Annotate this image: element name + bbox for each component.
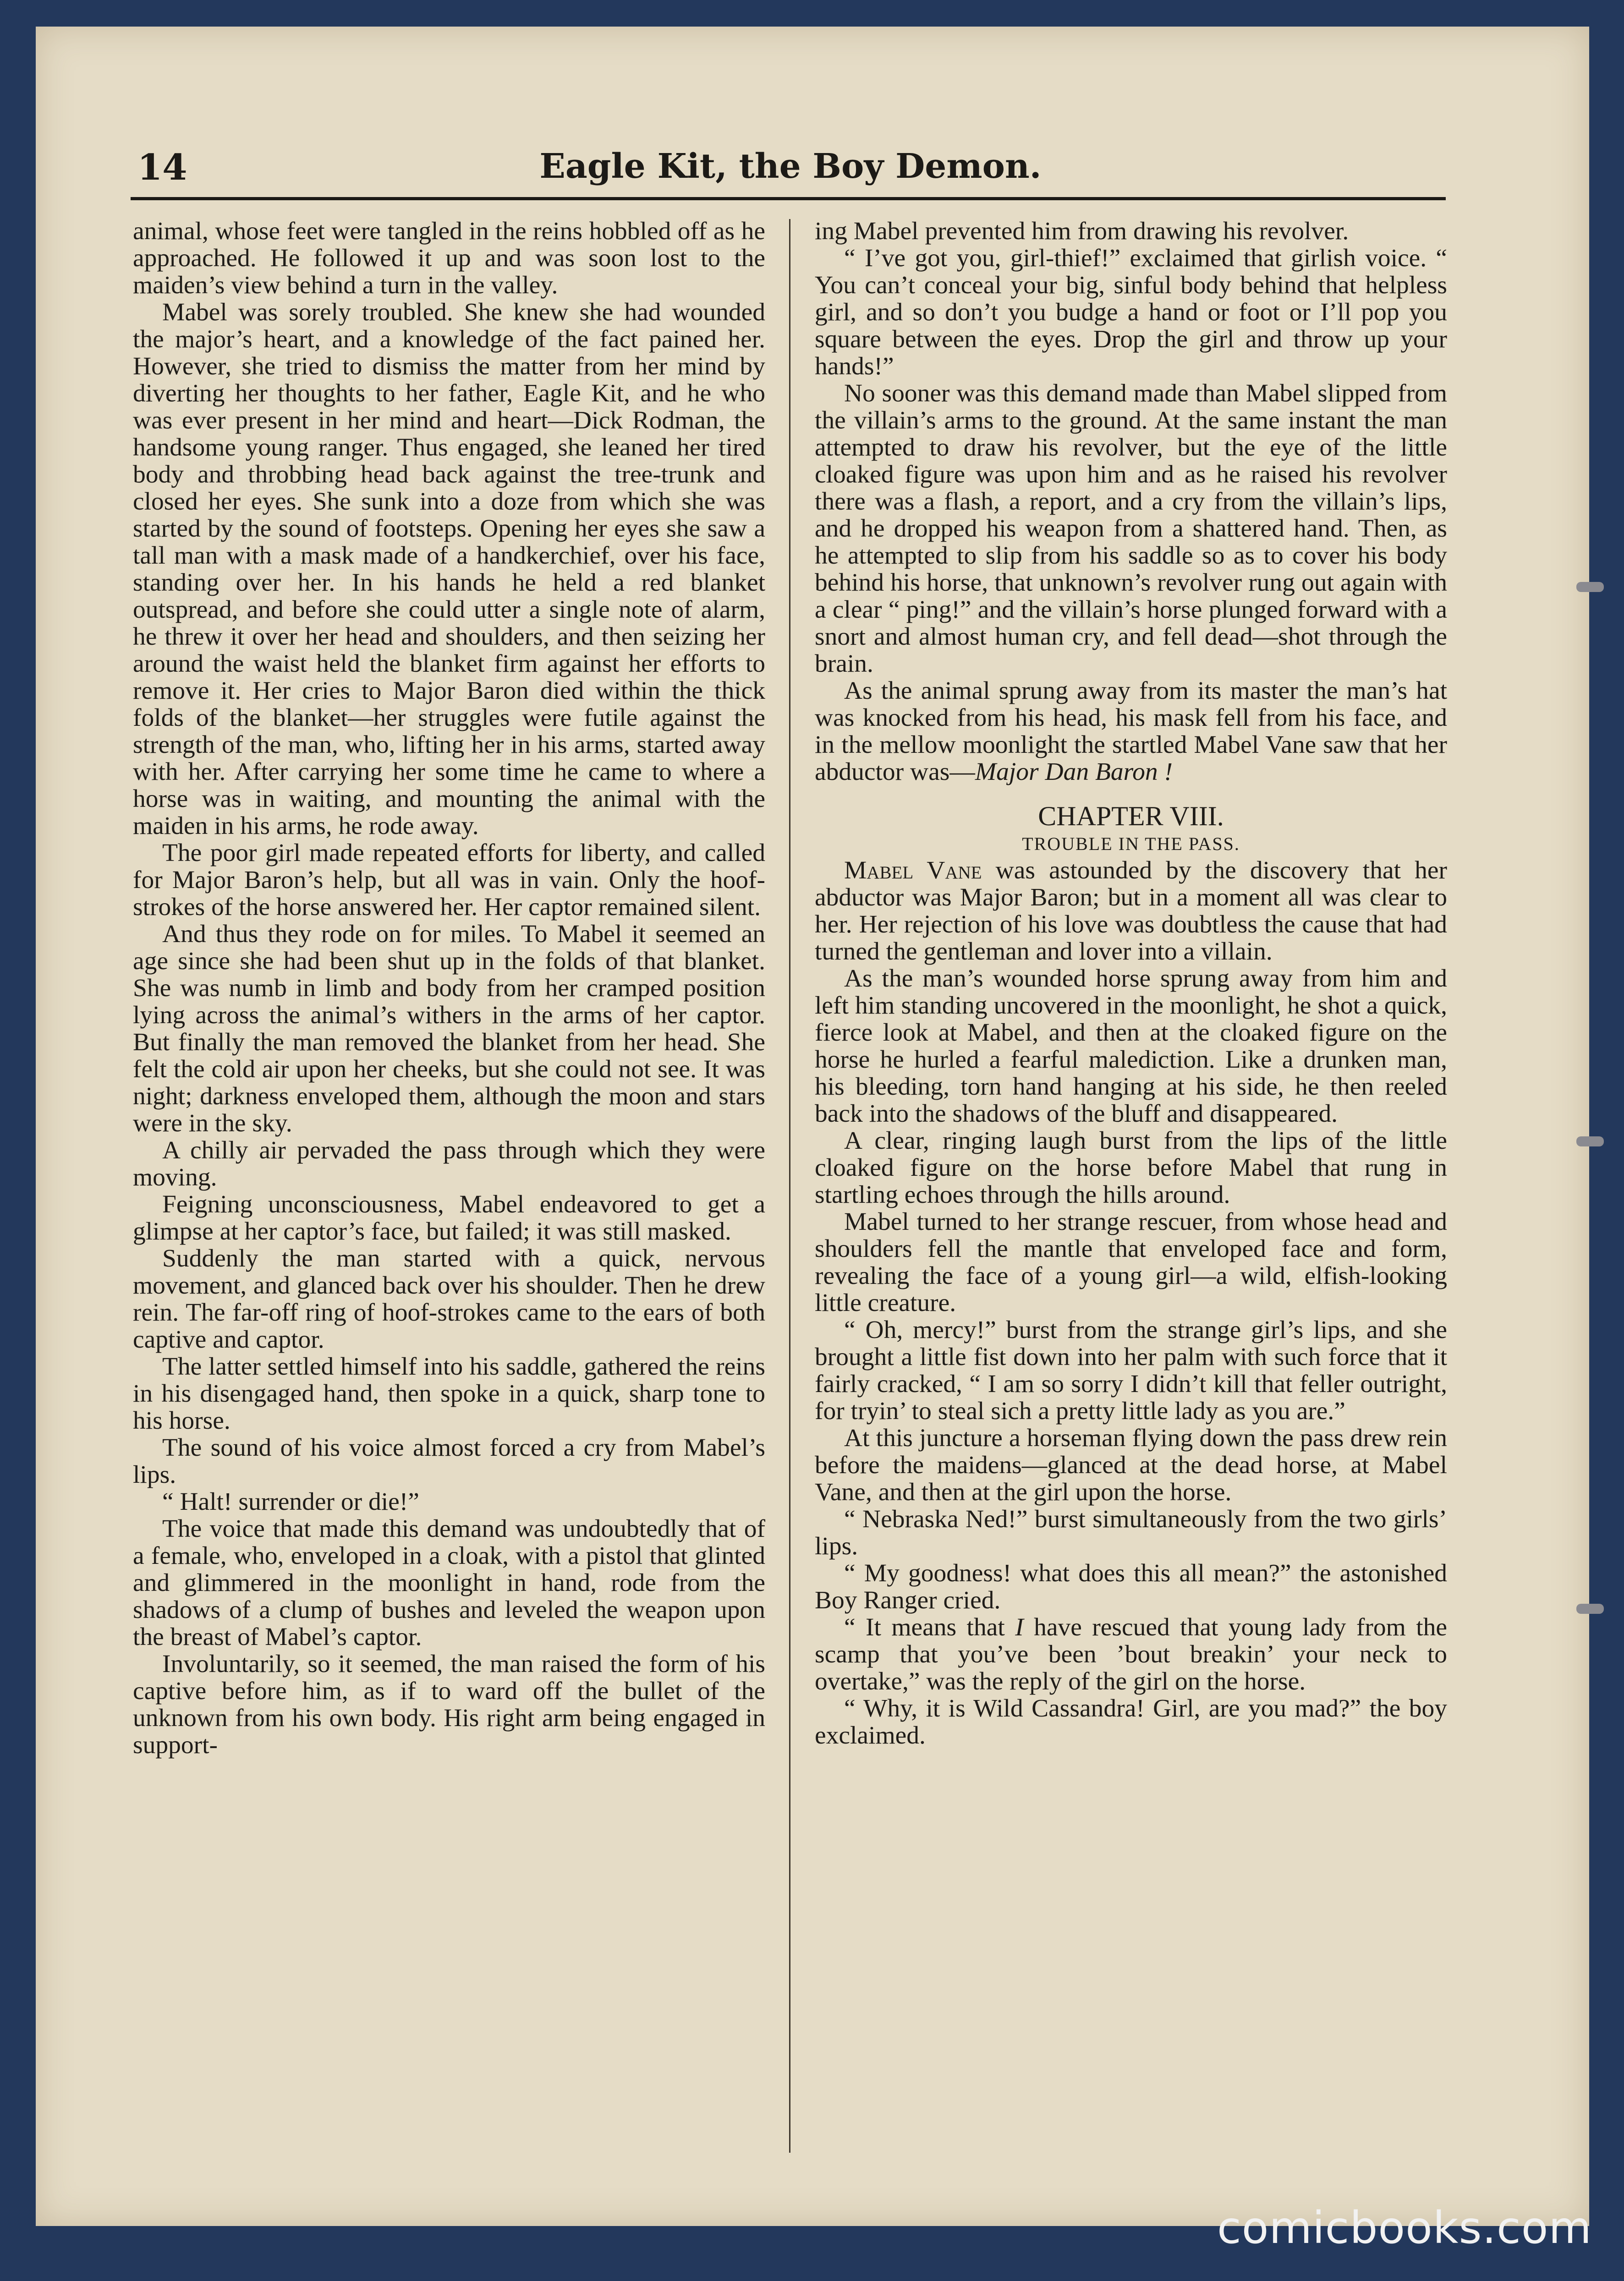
paragraph: The poor girl made repeated efforts for liberty, and called for Major Baron’s help, but all was in vain. Only the hoof-strokes of the horse answered her. Her captor remained silent. (133, 839, 765, 921)
paragraph: animal, whose feet were tangled in the reins hobbled off as he approached. He followed it up and was soon lost to the maiden’s view behind a turn in the valley. (133, 218, 765, 299)
paragraph: Mabel was sorely troubled. She knew she had wounded the major’s heart, and a knowledge of the fact pained her. However, she tried to dismiss the matter from her mind by diverting her thoughts to her father, Eagle Kit, and he who was ever present in her mind and heart—Dick Rodman, the handsome young ranger. Thus engaged, she leaned her tired body and throbbing head back against the tree-trunk and closed her eyes. She sunk into a doze from which she was started by the sound of footsteps. Opening her eyes she saw a tall man with a mask made of a handkerchief, over his face, standing over her. In his hands he held a red blanket outspread, and before she could utter a single note of alarm, he threw it over her head and shoulders, and then seizing her around the waist held the blanket firm against her efforts to remove it. Her cries to Major Baron died within the thick folds of the blanket—her struggles were futile against the strength of the man, who, lifting her in his arms, started away with her. After carrying her some time he came to where a horse was in waiting, and mounting the animal with the maiden in his arms, he rode away. (133, 298, 765, 840)
paragraph: Mabel turned to her strange rescuer, from whose head and shoulders fell the mantle that enveloped face and form, revealing the face of a young girl—a wild, elfish-looking little creature. (815, 1208, 1447, 1317)
paragraph: At this juncture a horseman flying down the pass drew rein before the maidens—glanced at the dead horse, at Mabel Vane, and then at the girl upon the horse. (815, 1424, 1447, 1506)
chapter-title: CHAPTER VIII. (1038, 801, 1224, 831)
paragraph: And thus they rode on for miles. To Mabel it seemed an age since she had been shut up in the folds of that blanket. She was numb in limb and body from her cramped position lying across the animal’s withers in the arms of her captor. But finally the man removed the blanket from her head. She felt the cold air upon her cheeks, but she could not see. It was night; darkness enveloped them, although the moon and stars were in the sky. (133, 920, 765, 1137)
paragraph: ing Mabel prevented him from drawing his revolver. (815, 218, 1349, 245)
binding-staple (1576, 582, 1604, 592)
paragraph: “ Halt! surrender or die!” (162, 1488, 419, 1516)
paragraph: The voice that made this demand was undoubtedly that of a female, who, enveloped in a cloak, with a pistol that glinted and glimmered in the moonlight in hand, rode from the shadows of a clump of bushes and leveled the weapon upon the breast of Mabel’s captor. (133, 1515, 765, 1651)
paragraph: Suddenly the man started with a quick, nervous movement, and glanced back over his shoulder. Then he drew rein. The far-off ring of hoof-strokes came to the ears of both captive and captor. (133, 1245, 765, 1354)
paragraph: A clear, ringing laugh burst from the lips of the little cloaked figure on the horse before Mabel that rung in startling echoes through the hills around. (815, 1127, 1447, 1209)
paragraph: The sound of his voice almost forced a cry from Mabel’s lips. (133, 1434, 765, 1489)
page-header (137, 147, 1443, 197)
paragraph: Involuntarily, so it seemed, the man raised the form of his captive before him, as if to ward off the bullet of the unknown from his own body. His right arm being engaged in support- (133, 1650, 765, 1759)
chapter-lead-text: was astounded by the discovery that her abductor was Major Baron; but in a moment all was clear to her. Her rejection of his love was doubtless the cause that had turned the gentleman and lover into a villain. (815, 856, 1447, 965)
paragraph: “ Nebraska Ned!” burst simultaneously from the two girls’ lips. (815, 1505, 1447, 1560)
page-number: 14 (137, 147, 187, 188)
rescue-emphasis: I (1015, 1613, 1024, 1641)
rescue-text-end: have rescued that young lady from the scamp that you’ve been ’bout breakin’ your neck to overtake,” was the reply of the girl on the horse. (815, 1613, 1447, 1695)
reveal-name: Major Dan Baron ! (975, 758, 1173, 786)
binding-staple (1576, 1604, 1604, 1614)
paragraph: “ Oh, mercy!” burst from the strange girl’s lips, and she brought a little fist down into her palm with such force that it fairly cracked, “ I am so sorry I didn’t kill that feller outright, for tryin’ to steal sich a pretty little lady as you are.” (815, 1316, 1447, 1425)
running-title: Eagle Kit, the Boy Demon. (539, 147, 1042, 186)
rescue-text-start: “ It means that (844, 1613, 1015, 1641)
paragraph: Feigning unconsciousness, Mabel endeavored to get a glimpse at her captor’s face, but failed; it was still masked. (133, 1190, 765, 1245)
binding-staple (1576, 1136, 1604, 1146)
paragraph (815, 857, 1447, 965)
right-column (815, 218, 1447, 2133)
paragraph: A chilly air pervaded the pass through which they were moving. (133, 1136, 765, 1191)
chapter-lead-name: Mabel Vane (844, 856, 982, 884)
paragraph: “ My goodness! what does this all mean?” the astonished Boy Ranger cried. (815, 1559, 1447, 1614)
paragraph: “ I’ve got you, girl-thief!” exclaimed that girlish voice. “ You can’t conceal your big, sinful body behind that helpless girl, and so don’t you budge a hand or foot or I’ll pop you square between the eyes. Drop the girl and throw up your hands!” (815, 244, 1447, 380)
left-column (133, 218, 765, 2133)
paragraph (815, 1614, 1447, 1695)
header-rule (131, 197, 1446, 200)
paragraph: “ Why, it is Wild Cassandra! Girl, are you mad?” the boy exclaimed. (815, 1694, 1447, 1749)
reveal-text: As the animal sprung away from its master the man’s hat was knocked from his head, his mask fell from his face, and in the mellow moonlight the startled Mabel Vane saw that her abductor was— (815, 677, 1447, 786)
paragraph: The latter settled himself into his saddle, gathered the reins in his disengaged hand, then spoke in a quick, sharp tone to his horse. (133, 1353, 765, 1435)
paragraph: As the man’s wounded horse sprung away from him and left him standing uncovered in the moonlight, he shot a quick, fierce look at Mabel, and then at the cloaked figure on the horse he hurled a fearful malediction. Like a drunken man, his bleeding, torn hand hanging at his side, he then reeled back into the shadows of the bluff and disappeared. (815, 965, 1447, 1128)
paragraph (815, 677, 1447, 785)
column-divider (789, 219, 790, 2153)
paragraph: No sooner was this demand made than Mabel slipped from the villain’s arms to the ground. At the same instant the man attempted to draw his revolver, but the eye of the little cloaked figure was upon him and as he raised his revolver there was a flash, a report, and a cry from the villain’s lips, and he dropped his weapon from a shattered hand. Then, as he attempted to slip from his saddle so as to cover his body behind his horse, that unknown’s revolver rung out again with a clear “ ping!” and the villain’s horse plunged forward with a snort and almost human cry, and fell dead—shot through the brain. (815, 379, 1447, 678)
watermark-text: comicbooks.com (1217, 2202, 1592, 2254)
chapter-subtitle: TROUBLE IN THE PASS. (1022, 833, 1240, 854)
